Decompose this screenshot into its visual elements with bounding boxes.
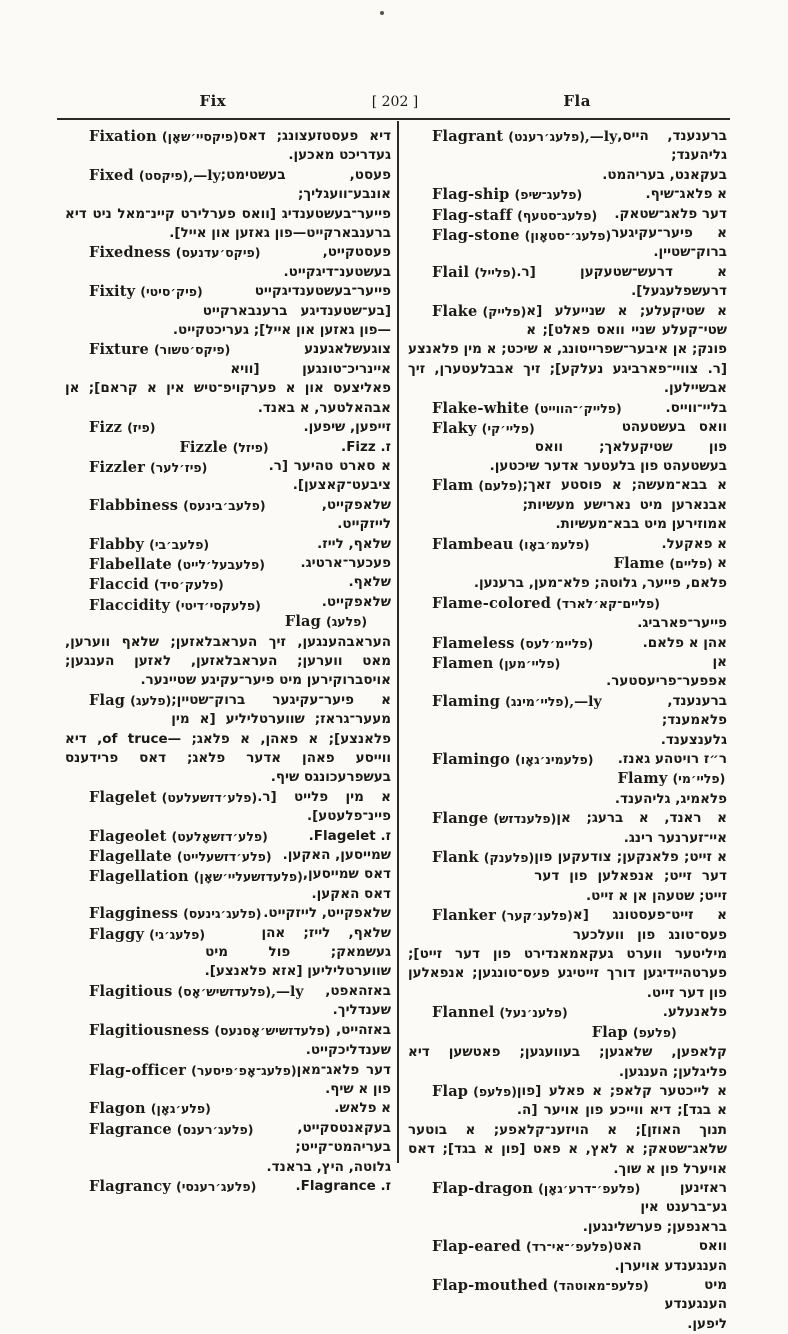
entry-headword: Flamen	[432, 654, 494, 672]
entry-transliteration: (פלעמ׳באָו)	[518, 536, 590, 552]
entry-headword: Fixture	[89, 341, 149, 359]
entry-headword-group	[432, 263, 516, 283]
entry-definition: דער פלאג־שטאק.	[614, 205, 727, 222]
dictionary-entry	[65, 1119, 391, 1177]
entry-definition: וואס בעשטעהט פון שטיקעלאך; וואס בעשטעהט פון בלעטער אדער שיכטען.	[489, 419, 727, 474]
entry-headword-group	[432, 419, 535, 439]
entry-definition: דאס שמייסען, דאס האקען.	[302, 866, 391, 902]
entry-headword-group	[432, 848, 534, 868]
entry-definition: שלאף, לייז.	[317, 535, 391, 552]
dictionary-entry	[408, 750, 727, 769]
entry-definition: ברענענד, הייס, גליהענד; בעקאנט, בעריהמט.	[602, 128, 727, 183]
entry-definition: באזהייט, שענדליכקייט.	[305, 1021, 391, 1059]
dictionary-entry	[408, 302, 727, 399]
entry-headword: Fizz	[89, 419, 123, 437]
entry-transliteration: (פלעדזשיש׳אָס)	[177, 983, 272, 999]
entry-headword: Flamy	[617, 770, 668, 788]
entry-transliteration: (פלייק)	[482, 303, 527, 319]
entry-headword: Flange	[432, 810, 489, 828]
entry-headword-group	[179, 438, 268, 458]
entry-transliteration: (פלעג)	[325, 614, 368, 630]
dictionary-entry	[408, 1237, 727, 1276]
entry-definition: שלאפקייט, לייזקייט.	[263, 905, 391, 922]
entry-headword: Flagellation	[89, 868, 189, 886]
entry-transliteration: (פלעג׳גינעס)	[183, 906, 262, 922]
entry-transliteration: (פלעג׳רענס)	[176, 1121, 254, 1137]
dictionary-entry	[65, 982, 391, 1021]
header-guide-word-right: Fla	[563, 92, 591, 110]
entry-definition: א מין פלייט [ר. פיינ־פלעטע].	[257, 788, 391, 825]
entry-definition: באזהאפט, שענדליך.	[325, 982, 391, 1019]
entry-transliteration: (פליי׳קי)	[481, 421, 535, 437]
entry-definition: פעסט, בעשטימט; אונבע־וועגליך; פייער־בעשטענדיג [וואס פערלירט קיינ־מאל ניט דיא ברענבארקייט—פון גאזען און אייל].	[65, 166, 391, 242]
entry-headword-group	[432, 127, 617, 147]
entry-suffix: ,—ly	[271, 983, 304, 1000]
entry-transliteration: (פלענ׳נעל)	[499, 1005, 568, 1021]
entry-definition: א זייט־פעסטונג [א פעס־טונג פון וועלכער מיליטער ווערט געקאמאנדירט פון דער זייט]; פערטהיידיגען דורך זייטיגע פעס־טונגען; אנפאלען פון דער זייט.	[408, 907, 727, 1001]
entry-definition: צוגעשלאגענע איינריכ־טונגען [וויא פאליצעס און א פערקויפ־טיש אין א קראם]; אן אבהאלטער, א באנד.	[65, 341, 391, 416]
entry-definition: פלאנעלע.	[662, 1004, 727, 1021]
entry-transliteration: (פלע׳דזשעלעט)	[161, 789, 258, 805]
entry-definition: א פיער־עקיגער ברוק־שטיין.	[611, 225, 727, 261]
dictionary-entry	[65, 846, 391, 865]
entry-headword: Flagellate	[89, 848, 172, 866]
entry-definition: ז. Fizz.	[341, 438, 391, 455]
entry-definition: פייער־פארביג.	[637, 615, 727, 632]
dictionary-entry	[408, 1276, 727, 1334]
entry-definition: מיט הענגענדע ליפען.	[664, 1276, 727, 1332]
entry-transliteration: (פלע׳גאָן)	[150, 1101, 211, 1117]
entry-definition: פעכער־ארטיג.	[300, 554, 391, 571]
entry-transliteration: (פלעקסי׳דיטי)	[175, 597, 261, 613]
entry-headword: Fizzler	[89, 458, 146, 476]
dictionary-entry	[408, 1023, 727, 1082]
entry-transliteration: (פלעק׳סיד)	[153, 577, 224, 593]
dictionary-entry	[65, 282, 391, 340]
dictionary-entry	[408, 535, 727, 554]
entry-transliteration: (פלייל)	[474, 264, 517, 280]
dictionary-entry	[408, 205, 727, 224]
entry-headword: Flameless	[432, 634, 515, 652]
entry-headword: Flag-ship	[432, 186, 510, 204]
entry-transliteration: (פלע׳דזשאָלעט)	[171, 828, 268, 844]
entry-suffix: ,—ly	[584, 129, 618, 145]
entry-headword-group	[432, 906, 573, 926]
entry-transliteration: (פליים־קא׳לארד)	[556, 595, 660, 611]
entry-headword: Flanker	[432, 907, 497, 925]
entry-headword: Flannel	[432, 1004, 495, 1022]
dictionary-entry	[65, 554, 391, 573]
entry-headword-group	[432, 535, 590, 555]
entry-headword: Flagitious	[89, 982, 173, 1000]
entry-headword-group	[89, 243, 260, 263]
entry-headword: Flag	[284, 613, 321, 631]
dictionary-entry	[65, 243, 391, 282]
entry-headword-group	[89, 340, 230, 360]
entry-headword: Flaky	[432, 420, 477, 438]
entry-headword-group	[89, 166, 221, 186]
entry-transliteration: (פלענ׳קער)	[501, 908, 573, 924]
entry-headword-group	[432, 654, 560, 674]
entry-headword-group	[432, 750, 593, 770]
left-column	[65, 127, 391, 1195]
dictionary-entry	[65, 418, 391, 437]
entry-definition: ברענענד, פלאמענד; גלענצענד.	[660, 692, 727, 748]
entry-headword: Flabellate	[89, 555, 172, 573]
entry-headword: Flaggy	[89, 925, 145, 943]
dictionary-entry	[408, 185, 727, 204]
entry-definition: ר״ז רויטהע גאנז.	[617, 751, 727, 767]
entry-headword: Fixed	[89, 166, 134, 184]
entry-headword: Flag-stone	[432, 227, 520, 245]
dictionary-entry	[408, 224, 727, 263]
entry-headword: Flagginess	[89, 905, 179, 923]
entry-transliteration: (פלעג׳גי)	[149, 926, 206, 942]
entry-definition: א שטיקעלע; א שנייעלע [א שטי־קעלע שניי וואס פאלט]; א פונק; אן איבער־שפרייטונג, א שיכט; א מין פלאנצע [ר. צוויי־פארביגע נעלקע]; זיך אבבלעטערן, זיך אבשיילען.	[408, 302, 727, 397]
header-page-number: [ 202 ]	[371, 94, 419, 110]
entry-headword: Flap-dragon	[432, 1179, 534, 1197]
header-rule	[57, 118, 730, 120]
entry-definition: שלאפקייט, לייזקייט.	[321, 496, 391, 533]
entry-headword: Flap-mouthed	[432, 1276, 548, 1294]
entry-headword: Flank	[432, 849, 479, 867]
entry-transliteration: (פיז׳לער)	[150, 459, 208, 475]
dictionary-entry	[408, 634, 727, 653]
entry-headword: Flagrancy	[89, 1177, 171, 1195]
entry-headword-group	[89, 1177, 256, 1197]
entry-headword: Flagrant	[432, 128, 504, 145]
dictionary-entry	[65, 1177, 391, 1196]
dictionary-entry	[65, 340, 391, 418]
entry-definition: א דרעש־שטעקען [ר. דרעשפלעגעל].	[516, 263, 727, 300]
dictionary-entry	[408, 1082, 727, 1179]
entry-definition: א פלאש.	[334, 1100, 391, 1117]
entry-definition: א בבא־מעשה; א פוסטע זאך; אבנארען מיט נארישע מעשיות; אמוזירען מיט בבא־מעשיות.	[522, 477, 727, 533]
entry-headword: Flag	[89, 691, 126, 709]
entry-headword: Flap-eared	[432, 1238, 521, 1256]
entry-transliteration: (פלעג׳רענסי)	[175, 1178, 257, 1194]
entry-headword-group	[89, 691, 171, 711]
entry-headword-group	[89, 1099, 211, 1119]
entry-definition: שמייסען, האקען.	[282, 847, 391, 864]
entry-headword: Flamingo	[432, 751, 511, 768]
entry-headword-group	[432, 206, 597, 226]
entry-headword-group	[89, 596, 261, 616]
entry-headword-group	[89, 282, 203, 302]
entry-headword: Flagrance	[89, 1120, 172, 1138]
entry-headword-group	[432, 1003, 568, 1023]
entry-definition: א סארט טהיער [ר. ציבעט־קאצען].	[268, 457, 391, 494]
entry-headword-group	[432, 1082, 517, 1102]
entry-headword-group	[432, 185, 582, 205]
entry-transliteration: (פליים)	[669, 555, 713, 571]
dictionary-entry	[408, 653, 727, 692]
entry-headword: Flabby	[89, 535, 145, 553]
dictionary-entry	[65, 827, 391, 846]
entry-headword-group	[432, 476, 523, 496]
entry-transliteration: (פלעג־סטעף)	[517, 207, 598, 223]
entry-headword: Flake	[432, 302, 478, 320]
entry-definition: א לייכטער קלאפ; א פאלע [פון א בגד]; דיא ווייכע פון אויער [ה. תנוך האוזן]; א הויזענ־קלאפע; א בוטער שלאג־שטאק; א לאץ, א פאט [פון א בגד]; דאס אויערל פון א שוך.	[408, 1082, 727, 1177]
dictionary-entry	[408, 848, 727, 906]
entry-transliteration: (פלעב׳בינעס)	[183, 497, 266, 513]
entry-headword-group	[89, 1021, 331, 1041]
entry-headword: Fixation	[89, 128, 157, 145]
entry-transliteration: (פלעג־אָפ׳פיסער)	[191, 1062, 297, 1078]
page-header	[60, 92, 730, 110]
entry-headword-group	[432, 302, 526, 322]
scan-speck	[380, 11, 384, 15]
entry-headword-group	[89, 867, 303, 887]
entry-headword: Flabbiness	[89, 496, 179, 514]
entry-headword-group	[285, 612, 367, 632]
entry-headword-group	[614, 554, 713, 574]
entry-transliteration: (פלעפ׳־דרע׳גאָן)	[538, 1180, 641, 1196]
entry-transliteration: (פלעג׳־סטאָון)	[524, 228, 612, 244]
dictionary-entry	[408, 1179, 727, 1237]
entry-headword-group	[432, 226, 611, 246]
dictionary-entry	[65, 904, 391, 923]
entry-transliteration: (פליי׳מען)	[498, 655, 561, 671]
entry-headword: Fixedness	[89, 244, 171, 262]
entry-transliteration: (פלעפ)	[473, 1083, 517, 1099]
entry-transliteration: (פלעם)	[478, 478, 523, 494]
dictionary-entry	[65, 924, 391, 982]
entry-headword-group	[89, 904, 262, 924]
entry-definition: פעסטקייט, בעשטענ־דיגקייט.	[283, 244, 391, 280]
entry-headword-group	[432, 594, 660, 614]
entry-headword: Flag-staff	[432, 206, 513, 224]
entry-definition: פלאמיג, גליהענד.	[614, 790, 727, 807]
dictionary-entry	[408, 809, 727, 848]
entry-headword-group	[432, 692, 602, 712]
dictionary-entry	[65, 166, 391, 244]
entry-headword-group	[89, 982, 303, 1002]
entry-headword-group	[89, 535, 209, 555]
entry-headword-group	[432, 809, 556, 829]
dictionary-entry	[65, 1021, 391, 1061]
entry-transliteration: (פלעדזשעליי׳שאָן)	[193, 869, 303, 885]
dictionary-entry	[408, 769, 727, 809]
entry-headword: Fixity	[89, 283, 136, 301]
dictionary-entry	[65, 496, 391, 535]
entry-transliteration: (פלעפ׳־אי־רד)	[525, 1239, 614, 1255]
entry-headword-group	[89, 458, 207, 478]
entry-transliteration: (פלייק׳־הווייט)	[534, 400, 622, 416]
dictionary-entry	[408, 594, 727, 634]
entry-transliteration: (פיקס׳טשור)	[153, 342, 231, 358]
entry-transliteration: (פיק׳סיטי)	[140, 284, 203, 300]
entry-headword-group	[89, 127, 239, 147]
dictionary-entry	[65, 457, 391, 496]
entry-definition: בעקאנטסקייט, בעריהמט־קייט; גלוטה, היץ, בראנד.	[266, 1119, 391, 1175]
dictionary-entry	[65, 127, 391, 166]
dictionary-entry	[65, 1061, 391, 1100]
right-column	[408, 127, 727, 1332]
entry-suffix: ,—ly	[188, 167, 221, 184]
dictionary-entry	[408, 399, 727, 418]
entry-transliteration: (פיזל)	[232, 439, 269, 455]
entry-headword-group	[89, 555, 265, 575]
entry-definition: זייפען, שיפען.	[303, 419, 391, 436]
entry-definition: א פלאם, פייער, גלוטה; פלא־מען, ברענען.	[473, 554, 727, 592]
dictionary-entry	[65, 612, 391, 691]
entry-definition: שלאף.	[348, 574, 391, 591]
dictionary-entry	[65, 1099, 391, 1118]
entry-headword: Flagitiousness	[89, 1021, 210, 1039]
entry-headword-group	[89, 1061, 297, 1081]
entry-transliteration: (פלעמינ׳גאָו)	[515, 752, 594, 767]
entry-transliteration: (פלעדזשיש׳אָסנעס)	[214, 1022, 331, 1038]
entry-headword-group	[432, 1179, 640, 1199]
entry-headword: Flame	[613, 554, 665, 572]
dictionary-entry	[65, 788, 391, 827]
entry-headword-group	[89, 847, 272, 867]
entry-definition: דער פלאג־מאן פון א שיף.	[296, 1061, 391, 1097]
entry-definition: ראזינען גע־ברענט אין בראנפען; פערשלינגען.	[582, 1179, 727, 1235]
entry-headword-group	[432, 1237, 613, 1257]
entry-headword: Fizzle	[179, 438, 228, 456]
entry-transliteration: (פלע׳דזשעלייט)	[176, 849, 272, 865]
entry-transliteration: (פיקסיי׳שאָן)	[161, 129, 239, 144]
entry-headword: Flageolet	[89, 827, 167, 845]
dictionary-entry	[408, 692, 727, 750]
entry-transliteration: (פיקס׳עדנעס)	[175, 245, 261, 261]
column-divider	[397, 121, 399, 1163]
dictionary-entry	[408, 127, 727, 185]
entry-definition: א זייט; פלאנקען; צודעקען פון דער זייט; אנפאלען פון דער זייט; שטעהן אן א זייט.	[534, 849, 727, 904]
entry-transliteration: (פלעפ־מאוטהד)	[552, 1277, 649, 1293]
entry-headword-group	[89, 575, 224, 595]
entry-definition: א פלאג־שיף.	[645, 186, 727, 203]
entry-transliteration: (פליי׳מינג)	[505, 693, 570, 709]
entry-definition: א פיער־עקיגער ברוק־שטיין; מעער־גראז; שווערטליליע [א מין פלאנצע]; א פאהן, א פלאג; —of truce, דיא ווייסע פאהן אדער פלאג; דאס פרידענס בעשפרעכונגס שיף.	[65, 691, 391, 786]
dictionary-entry	[408, 418, 727, 476]
entry-definition: העראבהענגען, זיך העראבלאזען; שלאף ווערען, מאט ווערען; העראבלאזען, לאזען הענגען; אויסברוקירען מיט פיער־עקיגע שטיינער.	[65, 633, 391, 689]
entry-definition: פייער־בעשטענדיגקייט [בע־שטענדיגע ברענבארקייט—פון גאזען און אייל]; געריכטקייט.	[172, 283, 391, 339]
entry-definition: דיא פעסטזעצונג; דאס געדריכט מאכען.	[238, 128, 391, 164]
entry-transliteration: (פליי׳מי)	[672, 771, 726, 787]
entry-definition: בליי־ווייס.	[665, 399, 727, 416]
entry-transliteration: (פלענק)	[483, 850, 535, 866]
entry-headword-group	[432, 634, 593, 654]
entry-headword: Flap	[591, 1023, 628, 1041]
entry-transliteration: (פלעג)	[130, 692, 172, 708]
dictionary-entry	[408, 263, 727, 302]
entry-headword: Flagon	[89, 1100, 146, 1118]
entry-headword: Flam	[432, 477, 474, 495]
entry-transliteration: (פלעג־שיפ)	[514, 187, 583, 203]
header-guide-word-left: Fix	[199, 92, 227, 110]
entry-definition: שלאף, לייז; אהן געשמאק; פול מיט שווערטליליען [אזא פלאנצע].	[204, 924, 391, 980]
entry-definition: אהן א פלאם.	[642, 634, 727, 651]
entry-definition: וואס האט הענגענדע אויערן.	[613, 1238, 727, 1274]
entry-definition: ז. Flagrance.	[295, 1177, 391, 1194]
entry-transliteration: (פלעב׳בי)	[149, 536, 210, 552]
entry-headword-group	[89, 418, 155, 438]
dictionary-entry	[408, 1003, 727, 1022]
dictionary-entry	[65, 438, 391, 457]
entry-headword: Flag-officer	[89, 1061, 187, 1079]
entry-suffix: ,—ly	[569, 693, 602, 710]
entry-headword-group	[89, 1120, 253, 1140]
entry-headword: Flame-colored	[432, 594, 552, 612]
entry-headword-group	[89, 925, 205, 945]
entry-headword-group	[89, 788, 257, 808]
dictionary-entry	[408, 906, 727, 1003]
entry-headword-group	[592, 1023, 677, 1043]
entry-transliteration: (פליימ׳לעס)	[519, 635, 594, 651]
entry-transliteration: (פלעבעל׳לייט)	[176, 556, 265, 572]
entry-headword: Flail	[432, 263, 470, 281]
entry-headword: Flaccid	[89, 576, 149, 594]
entry-headword: Flaming	[432, 692, 501, 710]
entry-transliteration: (פלעג׳רענט)	[508, 129, 585, 144]
entry-definition: שלאפקייט.	[321, 593, 391, 610]
entry-definition: א פאקעל.	[661, 535, 727, 552]
entry-transliteration: (פלענדזש)	[493, 811, 557, 827]
entry-headword: Flagelet	[89, 788, 157, 806]
entry-definition: א ראנד, א ברעג; אן איי־זערנער רינג.	[556, 810, 727, 846]
dictionary-entry	[65, 573, 391, 592]
entry-headword: Flap	[432, 1082, 469, 1100]
dictionary-entry	[408, 554, 727, 594]
entry-headword-group	[617, 769, 725, 789]
entry-headword: Flambeau	[432, 535, 514, 553]
entry-headword: Flake-white	[432, 399, 530, 417]
dictionary-entry	[65, 535, 391, 554]
entry-headword-group	[432, 399, 622, 419]
entry-transliteration: (פיז)	[127, 420, 156, 436]
entry-definition: ז. Flagelet.	[308, 827, 391, 844]
entry-headword-group	[89, 827, 268, 847]
dictionary-entry	[65, 593, 391, 612]
entry-headword-group	[89, 496, 266, 516]
entry-headword: Flaccidity	[89, 596, 171, 614]
entry-headword-group	[432, 1276, 649, 1296]
entry-transliteration: (פיקסט)	[138, 167, 189, 183]
entry-definition: קלאפען, שלאגען; בעוועגען; פאטשען דיא פליגלען; הענגען.	[408, 1044, 727, 1080]
entry-definition: אן אפפער־פריעסטער.	[606, 653, 727, 690]
entry-transliteration: (פלעפ)	[632, 1024, 677, 1040]
dictionary-entry	[65, 691, 391, 788]
dictionary-entry	[408, 476, 727, 534]
dictionary-entry	[65, 865, 391, 904]
